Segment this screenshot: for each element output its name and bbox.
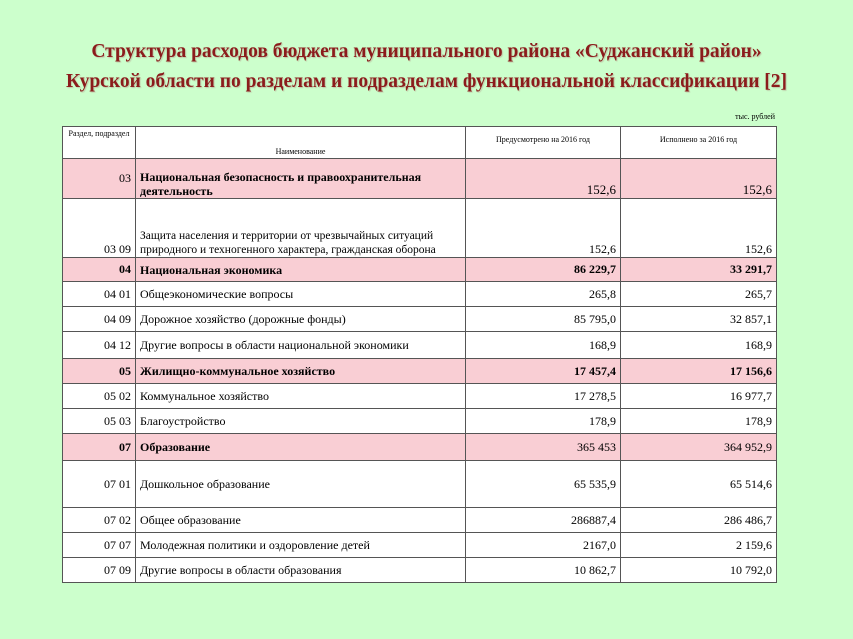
table-row [63,359,777,384]
units-label: тыс. рублей [735,112,775,121]
row-name: Молодежная политики и оздоровление детей [136,533,466,558]
row-planned: 17 457,4 [466,359,621,384]
row-name: Другие вопросы в области образования [136,558,466,583]
row-name: Коммунальное хозяйство [136,384,466,409]
row-executed: 33 291,7 [621,258,777,282]
row-executed: 265,7 [621,282,777,307]
title-line-2: Курской области по разделам и подразделам функциональной классификации [2] [65,71,788,92]
row-name: Образование [136,434,466,461]
row-planned: 2167,0 [466,533,621,558]
row-name: Жилищно-коммунальное хозяйство [136,359,466,384]
row-code: 04 12 [63,332,136,359]
row-code: 07 09 [63,558,136,583]
row-code: 07 07 [63,533,136,558]
row-name: Национальная безопасность и правоохранительная деятельность [136,159,466,199]
table-row [63,461,777,508]
row-code: 03 09 [63,199,136,258]
table-row [63,159,777,199]
table-row [63,258,777,282]
table-row [63,332,777,359]
row-code: 07 01 [63,461,136,508]
budget-table [62,126,777,583]
row-name: Национальная экономика [136,258,466,282]
table-row [63,384,777,409]
table-row [63,409,777,434]
row-executed: 178,9 [621,409,777,434]
row-code: 05 [63,359,136,384]
row-planned: 286887,4 [466,508,621,533]
header-code: Раздел, подраздел [63,127,136,159]
row-name: Защита населения и территории от чрезвычайных ситуаций природного и техногенного характера, гражданская оборона [136,199,466,258]
row-executed: 364 952,9 [621,434,777,461]
header-executed: Исполнено за 2016 год [621,127,777,159]
row-code: 04 01 [63,282,136,307]
row-code: 05 02 [63,384,136,409]
row-planned: 86 229,7 [466,258,621,282]
row-code: 04 09 [63,307,136,332]
table-row [63,533,777,558]
row-planned: 152,6 [466,159,621,199]
table-row [63,199,777,258]
row-planned: 10 862,7 [466,558,621,583]
row-planned: 85 795,0 [466,307,621,332]
table-row [63,508,777,533]
row-executed: 152,6 [621,199,777,258]
row-name: Благоустройство [136,409,466,434]
row-name: Дошкольное образование [136,461,466,508]
table-row [63,558,777,583]
row-planned: 17 278,5 [466,384,621,409]
row-planned: 365 453 [466,434,621,461]
row-name: Другие вопросы в области национальной экономики [136,332,466,359]
row-code: 04 [63,258,136,282]
row-executed: 152,6 [621,159,777,199]
row-planned: 65 535,9 [466,461,621,508]
row-code: 03 [63,159,136,199]
row-executed: 17 156,6 [621,359,777,384]
page-title [0,37,853,97]
title-line-1: Структура расходов бюджета муниципального района «Суджанский район» [91,41,762,62]
row-executed: 286 486,7 [621,508,777,533]
row-code: 07 02 [63,508,136,533]
row-executed: 10 792,0 [621,558,777,583]
header-name: Наименование [136,127,466,159]
row-planned: 178,9 [466,409,621,434]
table-row [63,282,777,307]
row-planned: 152,6 [466,199,621,258]
row-executed: 16 977,7 [621,384,777,409]
row-name: Общее образование [136,508,466,533]
row-name: Общеэкономические вопросы [136,282,466,307]
row-executed: 168,9 [621,332,777,359]
table-header-row [63,127,777,159]
row-executed: 32 857,1 [621,307,777,332]
table-row [63,307,777,332]
row-executed: 2 159,6 [621,533,777,558]
table-row [63,434,777,461]
header-planned: Предусмотрено на 2016 год [466,127,621,159]
row-planned: 265,8 [466,282,621,307]
row-code: 05 03 [63,409,136,434]
row-planned: 168,9 [466,332,621,359]
row-code: 07 [63,434,136,461]
row-executed: 65 514,6 [621,461,777,508]
row-name: Дорожное хозяйство (дорожные фонды) [136,307,466,332]
